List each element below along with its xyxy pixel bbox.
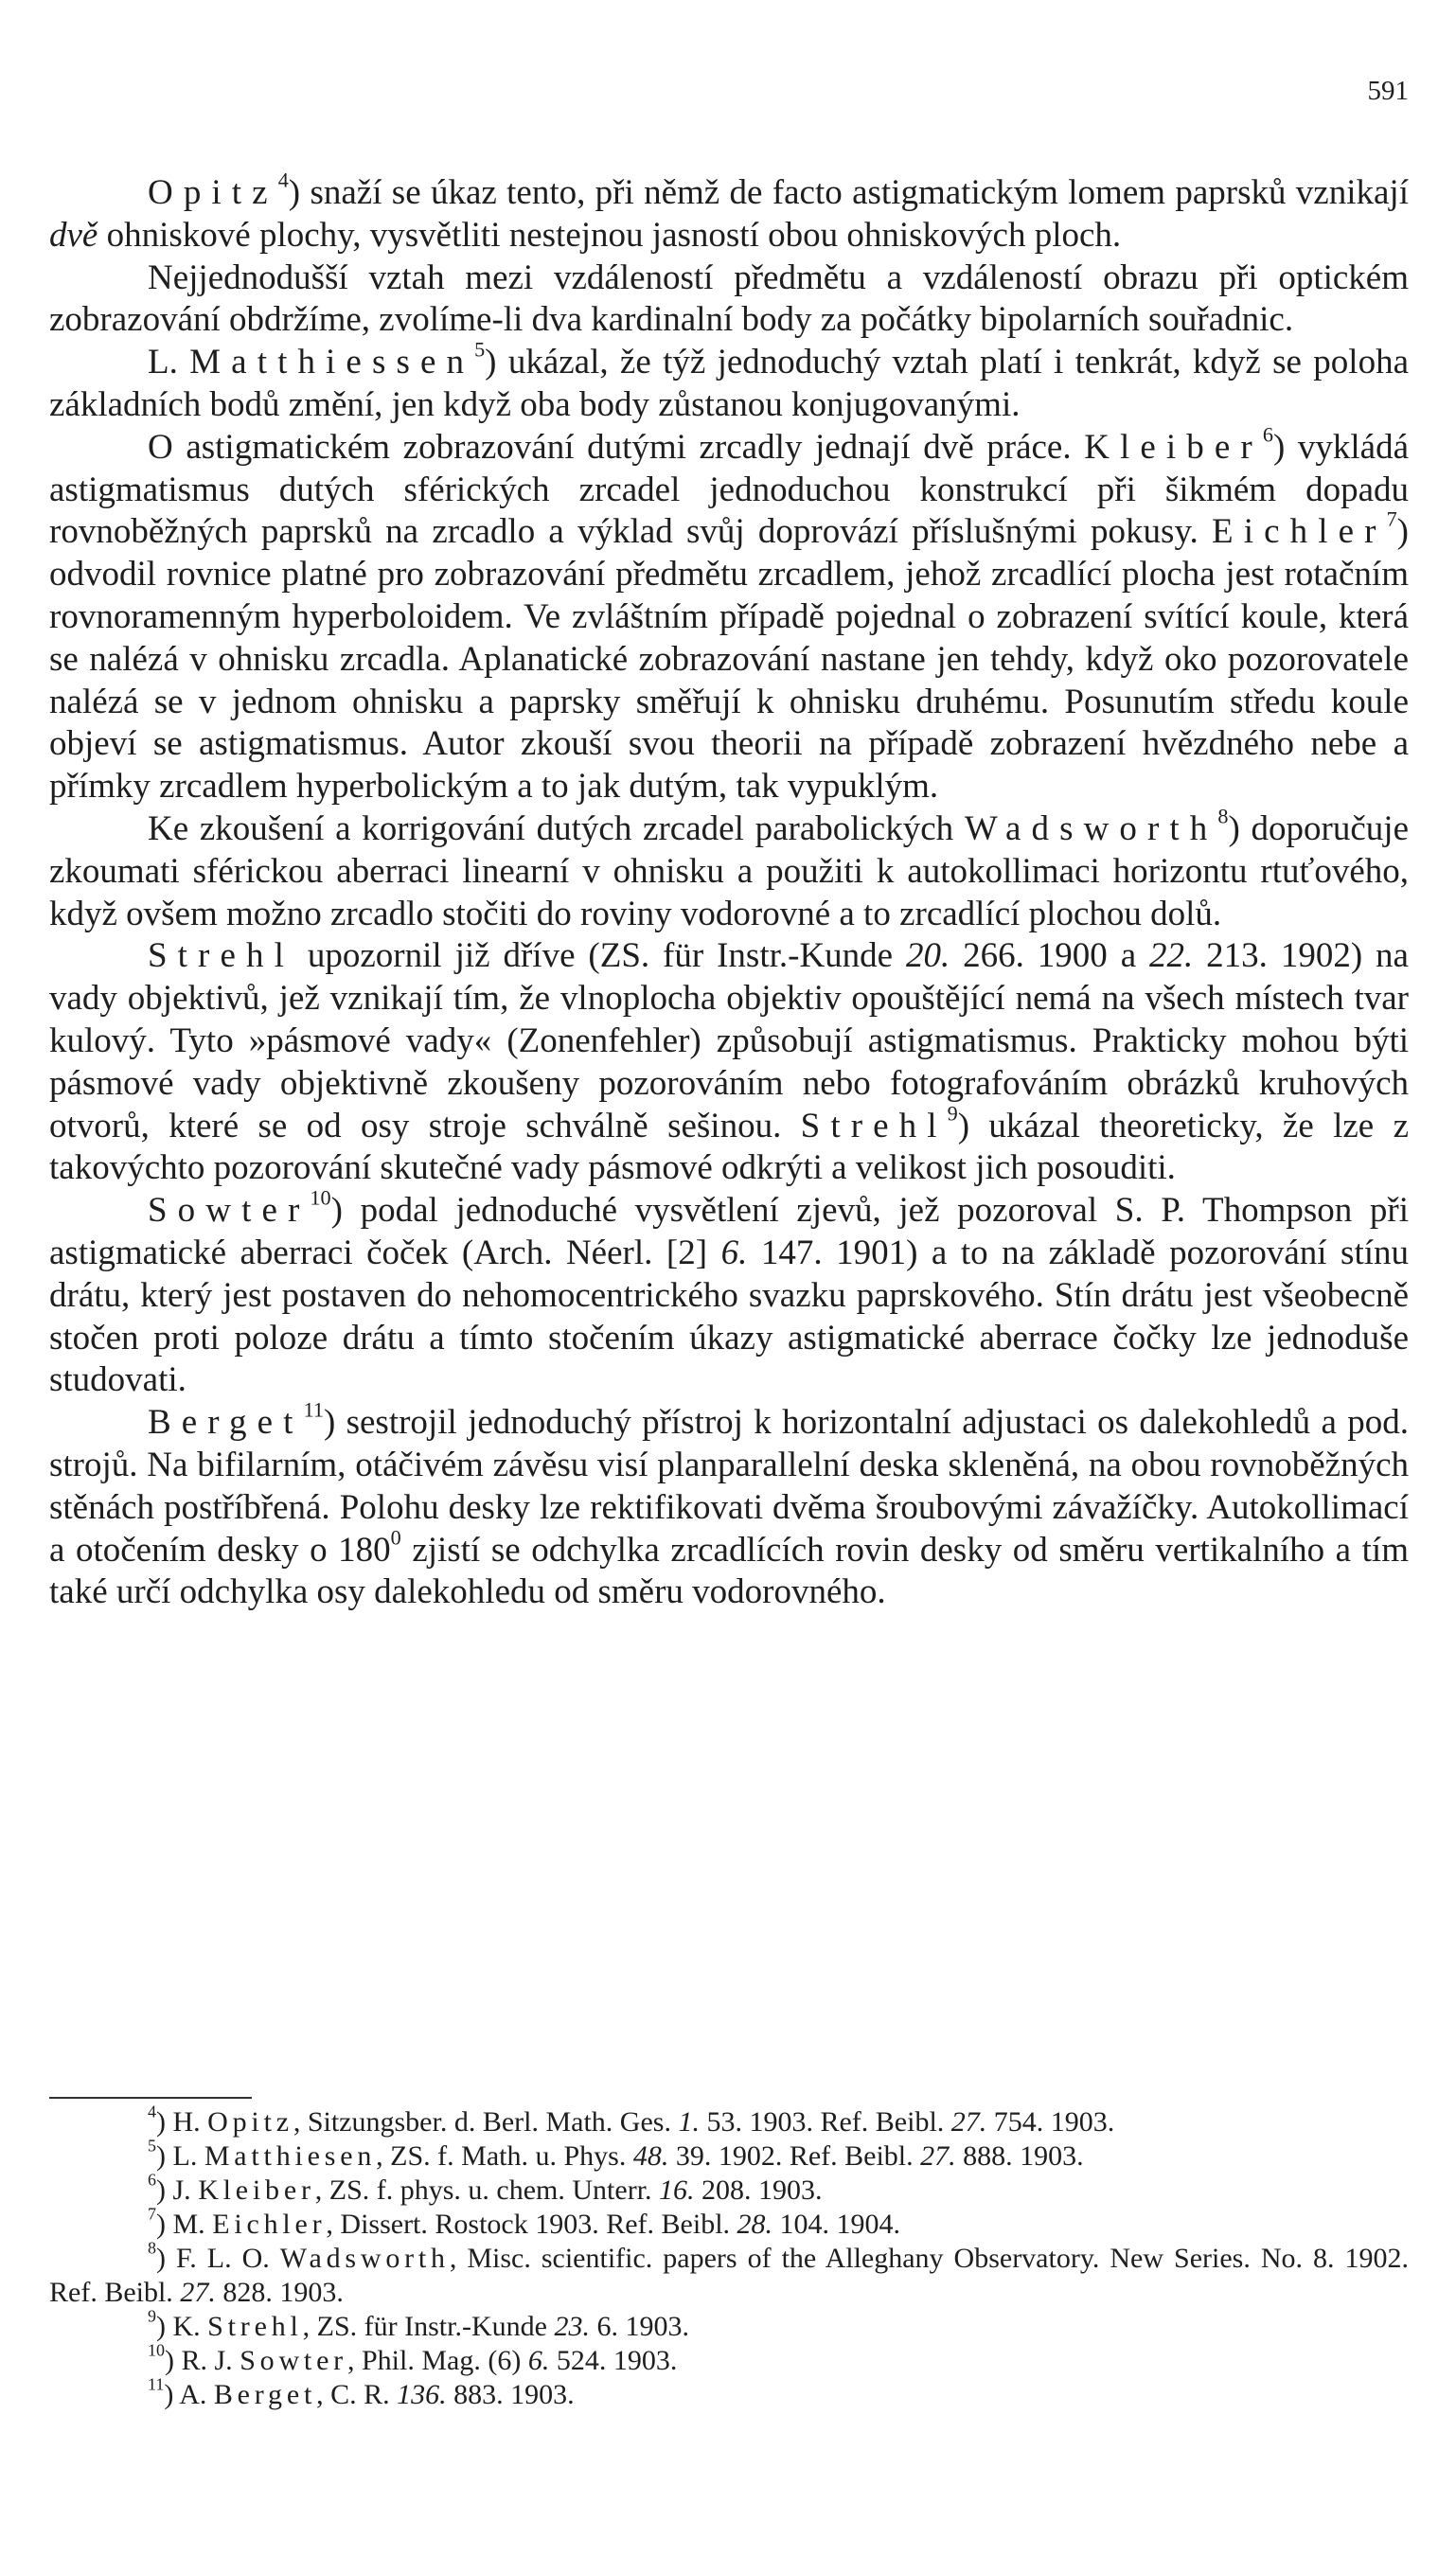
footnote-6: $^6$) J. Kleiber, ZS. f. phys. u. chem. Unterr. 16. 208. 1903. xyxy=(148,2170,823,2206)
footnote-10: $^{10}$) R. J. Sowter, Phil. Mag. (6) 6. 524. 1903. xyxy=(148,2340,678,2376)
paragraph-astigmatic-mirrors: O astigmatickém zobrazování dutými zrcadly jednají dvě práce. Kleiber$^6$) vykládá astigmatismus dutých sférických zrcadel jednoduchou konstrukcí při šikmém dopadu rovnoběžných paprsků na zrcadlo a výklad svůj doprovází příslušnými pokusy. Eichler$^7$) odvodil rovnice platné pro zobrazování předmětu zrcadlem, jehož zrcadlící plocha jest rotačním rovnoramenným hyperboloidem. Ve zvláštním případě pojednal o zobrazení svítící koule, která se nalézá v ohnisku zrcadla. Aplanatické zobrazování nastane jen tehdy, když oko pozorovatele nalézá se v jednom ohnisku a paprsky směřují k ohnisku druhému. Posunutím středu koule objeví se astigmatismus. Autor zkouší svou theorii na případě zobrazení hvězdného nebe a přímky zrcadlem hyperbolickým a to jak dutým, tak vypuklým. xyxy=(49,422,1410,807)
footnotes xyxy=(49,2102,1409,2412)
paragraph-strehl: Strehl upozornil již dříve (ZS. für Instr.-Kunde 20. 266. 1900 a 22. 213. 1902) na vady objektivů, jež vznikají tím, že vlnoplocha objektiv opouštějící nemá na všech místech tvar kulový. Tyto »pásmové vady« (Zonenfehler) způsobují astigmatismus. Prakticky mohou býti pásmové vady objektivně zkoušeny pozorováním nebo fotografováním obrázků kruhových otvorů, které se od osy stroje schválně sešinou. Strehl$^9$) ukázal theoreticky, že lze z takovýchto pozorování skutečné vady pásmové odkrýti a velikost jich posouditi. xyxy=(49,936,1409,1188)
footnote-ref: 6 xyxy=(1262,422,1273,447)
author-name: Eichler xyxy=(1212,512,1387,552)
paragraph-wadsworth: Ke zkoušení a korrigování dutých zrcadel parabolických Wadsworth$^8$) doporučuje zkoumati sférickou aberraci linearní v ohnisku a použiti k autokollimaci horizontu rtuťového, když ovšem možno zrcadlo stočiti do roviny vodorovné a to zrcadlící plochou dolů. xyxy=(49,804,1410,933)
footnote-ref: 7 xyxy=(1386,506,1397,531)
author-name: Berget xyxy=(148,1403,304,1443)
volume-number: 6. xyxy=(720,1233,748,1272)
volume-number: 22. xyxy=(1149,936,1194,976)
footnote-ref: 11 xyxy=(303,1397,324,1422)
footnote-ref: 4 xyxy=(277,168,289,192)
author-name: Strehl xyxy=(800,1106,948,1145)
footnote-7: $^7$) M. Eichler, Dissert. Rostock 1903. Ref. Beibl. 28. 104. 1904. xyxy=(148,2204,901,2240)
emphasis: dvě xyxy=(49,215,98,255)
author-name: Kleiber xyxy=(1084,427,1263,467)
footnote-9: $^9$) K. Strehl, ZS. für Instr.-Kunde 23. 6. 1903. xyxy=(148,2306,689,2342)
footnote-ref: 10 xyxy=(310,1185,331,1210)
degree-sign: 0 xyxy=(390,1524,401,1549)
footnote-5: $^5$) L. Matthiesen, ZS. f. Math. u. Phys. 48. 39. 1902. Ref. Beibl. 27. 888. 1903. xyxy=(148,2136,1084,2172)
footnote-ref: 9 xyxy=(947,1100,958,1125)
footnote-4: $^4$) H. Opitz, Sitzungsber. d. Berl. Math. Ges. 1. 53. 1903. Ref. Beibl. 27. 754. 1903. xyxy=(148,2102,1115,2138)
author-name: Sowter xyxy=(148,1191,311,1231)
paragraph-berget: Berget$^{11}$) sestrojil jednoduchý přístroj k horizontalní adjustaci os dalekohledů a pod. strojů. Na bifilarním, otáčivém závěsu visí planparallelní deska skleněná, na obou rovnoběžných stěnách postříbřená. Polohu desky lze rektifikovati dvěma šroubovými závažíčky. Autokollimací a otočením desky o $180^0$ zjistí se odchylka zrcadlících rovin desky od směru vertikalního a tím také určí odchylka osy dalekohledu od směru vodorovného. xyxy=(49,1397,1409,1612)
footnote-8: $^8$) F. L. O. Wadsworth, Misc. scientific. papers of the Alleghany Observatory. New Series. No. 8. 1902. Ref. Beibl. 27. 828. 1903. xyxy=(49,2238,1409,2308)
paragraph-matthiessen: L. Matthiessen$^5$) ukázal, že týž jednoduchý vztah platí i tenkrát, když se poloha základních bodů změní, jen když oba body zůstanou konjugovanými. xyxy=(49,337,1409,424)
author-name: Strehl xyxy=(148,936,294,976)
footnote-separator xyxy=(49,2097,252,2099)
paragraph-bipolar: Nejjednodušší vztah mezi vzdáleností předmětu a vzdáleností obrazu při optickém zobrazování obdržíme, zvolíme-li dva kardinalní body za počátky bipolarních souřadnic. xyxy=(49,257,1409,340)
volume-number: 20. xyxy=(906,936,950,976)
paragraph-sowter: Sowter$^{10}$) podal jednoduché vysvětlení zjevů, jež pozoroval S. P. Thompson při astigmatické aberraci čoček (Arch. Néerl. [2] 6. 147. 1901) a to na základě pozorování stínu drátu, který jest postaven do nehomocentrického svazku paprskového. Stín drátu jest všeobecně stočen proti poloze drátu a tímto stočením úkazy astigmatické aberrace čočky lze jednoduše studovati. xyxy=(49,1185,1409,1400)
footnote-ref: 5 xyxy=(474,337,486,362)
footnote-ref: 8 xyxy=(1217,804,1229,828)
author-name: Wadsworth xyxy=(964,808,1218,848)
footnote-11: $^{11}$) A. Berget, C. R. 136. 883. 1903. xyxy=(148,2374,575,2410)
main-text xyxy=(49,168,1410,1614)
author-name: Opitz xyxy=(148,173,278,212)
page-number: 591 xyxy=(1367,76,1409,106)
paragraph-opitz: Opitz$^4$) snaží se úkaz tento, při němž de facto astigmatickým lomem paprsků vznikají dvě ohniskové plochy, vysvětliti nestejnou jasností obou ohniskových ploch. xyxy=(49,168,1409,255)
author-name: Matthiessen xyxy=(189,343,475,382)
